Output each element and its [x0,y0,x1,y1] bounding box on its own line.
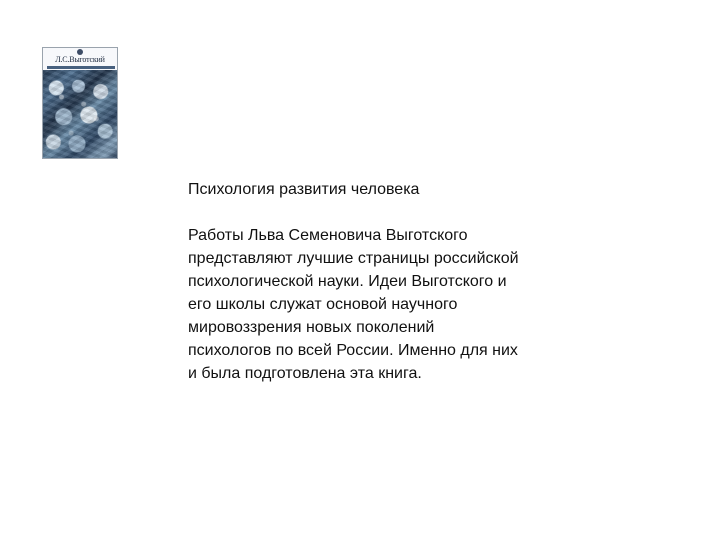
book-cover-header [43,48,117,70]
book-cover-art [43,70,117,159]
page-title: Психология развития человека [188,181,420,198]
description-line-4: его школы служат основой научного [188,296,458,313]
book-cover [42,47,118,159]
description-line-3: психологической науки. Идеи Выготского и [188,273,507,290]
description-line-6: психологов по всей России. Именно для них [188,342,518,359]
description-line-5: мировоззрения новых поколений [188,319,435,336]
description-line-1: Работы Льва Семеновича Выготского [188,227,468,244]
description-line-7: и была подготовлена эта книга. [188,365,422,382]
description-line-2: представляют лучшие страницы российской [188,250,519,267]
main-content [188,178,548,385]
book-cover-author: Л.С.Выготский [55,55,105,64]
book-cover-band [47,66,115,69]
